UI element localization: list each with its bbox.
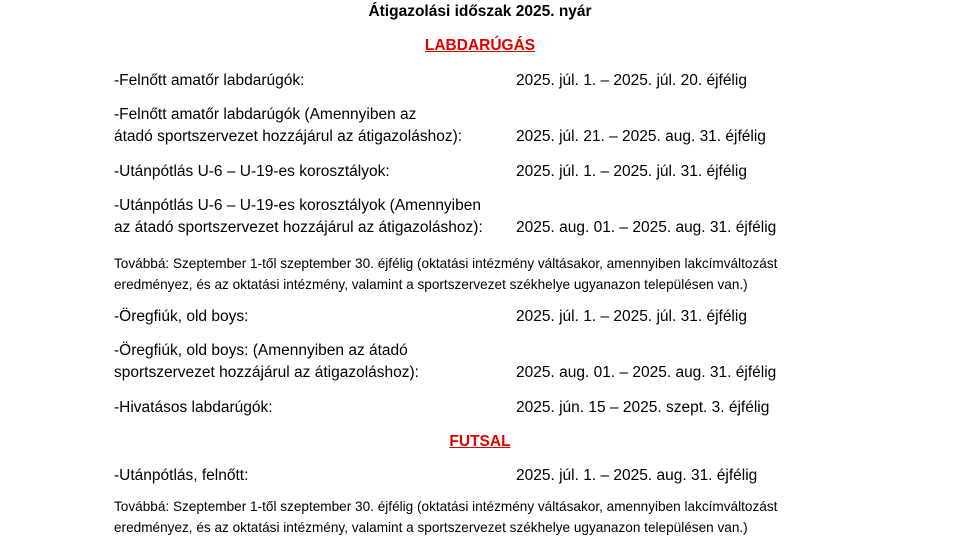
row-old-boys (0, 306, 960, 328)
row-date: 2025. jún. 15 – 2025. szept. 3. éjfélig (516, 399, 770, 416)
note-line: Továbbá: Szeptember 1-től szeptember 30. éjfélig (oktatási intézmény váltásakor, amennyiben lakcímváltozást (114, 256, 778, 271)
note-line: eredményez, és az oktatási intézmény, valamint a sportszervezet székhelye ugyanazon településen van.) (114, 277, 748, 292)
row-label-line: -Felnőtt amatőr labdarúgók (Amennyiben az (114, 106, 417, 123)
row-label-line: -Öregfiúk, old boys: (114, 308, 249, 325)
note-school-change-futsal (114, 496, 854, 538)
row-youth-consent (0, 195, 960, 239)
row-futsal-youth-adult (0, 465, 960, 487)
row-label-line: -Öregfiúk, old boys: (Amennyiben az átadó (114, 342, 408, 359)
row-date: 2025. júl. 1. – 2025. júl. 20. éjfélig (516, 72, 747, 89)
section-heading-football: LABDARÚGÁS (424, 37, 536, 54)
row-date: 2025. aug. 01. – 2025. aug. 31. éjfélig (516, 219, 777, 236)
row-date: 2025. júl. 1. – 2025. júl. 31. éjfélig (516, 163, 747, 180)
row-label (114, 161, 390, 183)
row-label-line: -Utánpótlás, felnőtt: (114, 467, 249, 484)
row-label (114, 104, 462, 148)
row-label (114, 306, 248, 328)
row-label (114, 465, 248, 487)
row-label-line: -Utánpótlás U-6 – U-19-es korosztályok (Amennyiben (114, 197, 481, 214)
row-adult-amateur-consent (0, 104, 960, 148)
section-heading-futsal: FUTSAL (449, 433, 511, 450)
row-label-line: -Hivatásos labdarúgók: (114, 399, 273, 416)
row-date: 2025. júl. 1. – 2025. aug. 31. éjfélig (516, 467, 758, 484)
row-label (114, 195, 483, 239)
row-youth (0, 161, 960, 183)
row-label (114, 340, 419, 384)
page-title: Átigazolási időszak 2025. nyár (368, 3, 592, 20)
row-label-line: az átadó sportszervezet hozzájárul az átigazoláshoz): (114, 219, 483, 236)
row-date: 2025. júl. 21. – 2025. aug. 31. éjfélig (516, 128, 766, 145)
row-date: 2025. júl. 1. – 2025. júl. 31. éjfélig (516, 308, 747, 325)
note-line: eredményez, és az oktatási intézmény, valamint a sportszervezet székhelye ugyanazon településen van.) (114, 520, 748, 535)
row-label (114, 70, 304, 92)
row-date: 2025. aug. 01. – 2025. aug. 31. éjfélig (516, 364, 777, 381)
note-line: Továbbá: Szeptember 1-től szeptember 30. éjfélig (oktatási intézmény váltásakor, amennyiben lakcímváltozást (114, 499, 778, 514)
row-old-boys-consent (0, 340, 960, 384)
row-adult-amateur (0, 70, 960, 92)
row-label-line: -Felnőtt amatőr labdarúgók: (114, 72, 305, 89)
note-school-change (114, 253, 854, 295)
row-label-line: sportszervezet hozzájárul az átigazoláshoz): (114, 364, 419, 381)
row-label (114, 397, 273, 419)
row-label-line: átadó sportszervezet hozzájárul az átigazoláshoz): (114, 128, 463, 145)
row-label-line: -Utánpótlás U-6 – U-19-es korosztályok: (114, 163, 390, 180)
row-professional (0, 397, 960, 419)
